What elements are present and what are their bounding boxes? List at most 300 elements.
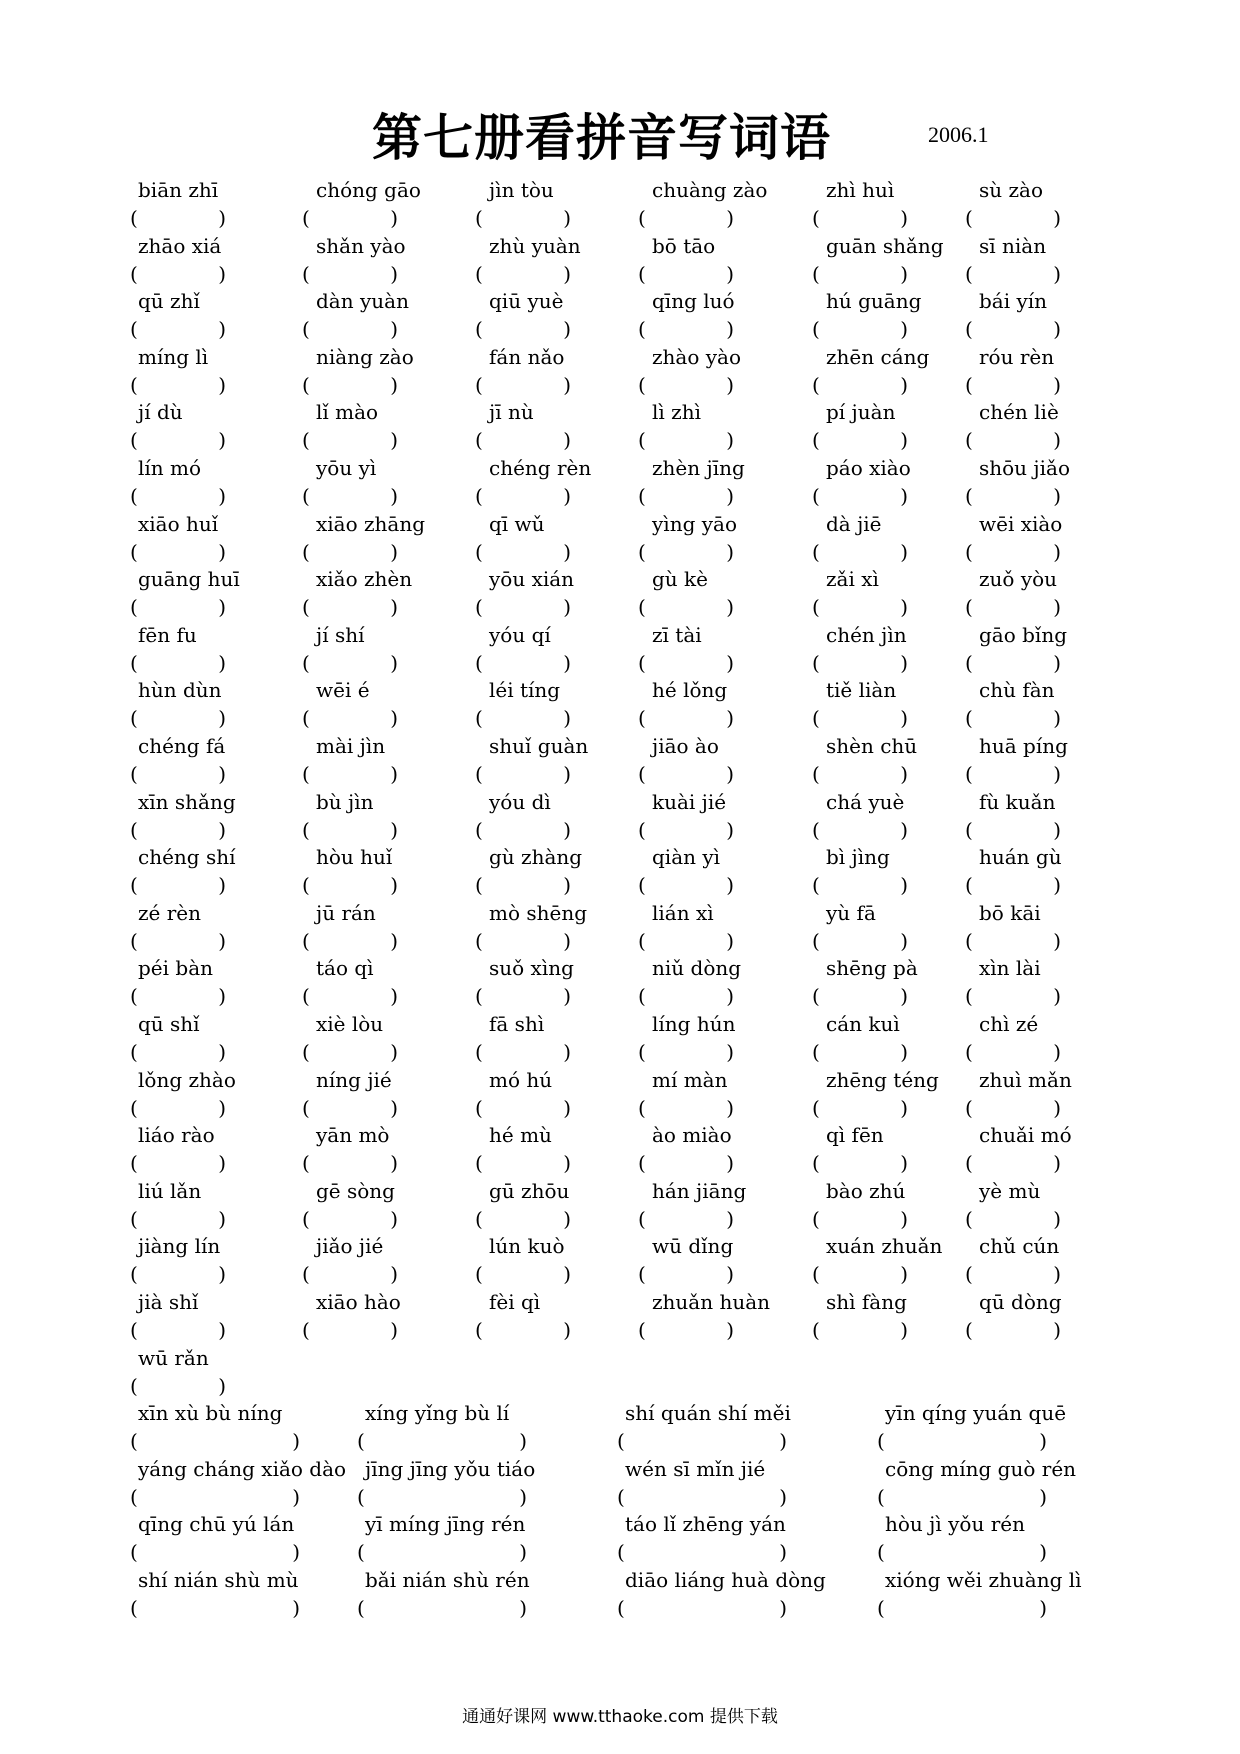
answer-blank[interactable] [475, 317, 571, 343]
answer-blank[interactable] [617, 1485, 787, 1511]
word-item [965, 234, 1061, 290]
answer-blank[interactable] [302, 595, 398, 621]
answer-blank[interactable] [877, 1429, 1047, 1455]
open-bracket: ( [302, 929, 310, 953]
pinyin-text: lì zhì [652, 400, 701, 424]
answer-blank[interactable] [965, 984, 1061, 1010]
answer-blank[interactable] [302, 984, 398, 1010]
open-bracket: ( [812, 262, 820, 286]
pinyin-text: guāng huī [138, 567, 240, 591]
close-bracket: ) [900, 1151, 908, 1175]
answer-blank[interactable] [130, 1374, 226, 1400]
answer-blank[interactable] [617, 1429, 787, 1455]
answer-blank[interactable] [638, 373, 734, 399]
answer-blank[interactable] [475, 1207, 571, 1233]
open-bracket: ( [812, 1096, 820, 1120]
answer-blank[interactable] [302, 873, 398, 899]
answer-blank[interactable] [812, 1318, 908, 1344]
answer-blank[interactable] [638, 929, 734, 955]
close-bracket: ) [218, 818, 226, 842]
pinyin-text: qū zhǐ [138, 289, 200, 313]
answer-blank[interactable] [638, 818, 734, 844]
answer-blank[interactable] [638, 873, 734, 899]
open-bracket: ( [475, 706, 483, 730]
pinyin-text: bǎi nián shù rén [365, 1568, 530, 1592]
open-bracket: ( [302, 762, 310, 786]
answer-blank[interactable] [130, 1207, 226, 1233]
word-item [965, 178, 1061, 234]
word-item [475, 678, 571, 734]
answer-blank[interactable] [965, 484, 1061, 510]
answer-blank[interactable] [812, 540, 908, 566]
pinyin-text: qū shǐ [138, 1012, 200, 1036]
answer-blank[interactable] [638, 540, 734, 566]
word-item [130, 678, 226, 734]
pinyin-text: lǐ mào [316, 400, 379, 424]
pinyin-text: jū rán [316, 901, 376, 925]
pinyin-text: shuǐ guàn [489, 734, 589, 758]
answer-blank[interactable] [475, 1318, 571, 1344]
pinyin-text: wū dǐng [652, 1234, 734, 1258]
answer-blank[interactable] [302, 1096, 398, 1122]
open-bracket: ( [475, 317, 483, 341]
answer-blank[interactable] [812, 484, 908, 510]
open-bracket: ( [812, 1151, 820, 1175]
answer-blank[interactable] [130, 206, 226, 232]
open-bracket: ( [812, 1040, 820, 1064]
pinyin-text: liú lǎn [138, 1179, 202, 1203]
word-item [475, 567, 575, 623]
pinyin-text: bō tāo [652, 234, 716, 258]
answer-blank[interactable] [638, 1262, 734, 1288]
word-item [302, 956, 398, 1012]
close-bracket: ) [218, 1040, 226, 1064]
word-item [130, 790, 236, 846]
word-item [638, 178, 768, 234]
pinyin-text: chuàng zào [652, 178, 768, 202]
answer-blank[interactable] [638, 1096, 734, 1122]
answer-blank[interactable] [812, 1096, 908, 1122]
answer-blank[interactable] [812, 317, 908, 343]
answer-blank[interactable] [130, 1262, 226, 1288]
answer-blank[interactable] [812, 1040, 908, 1066]
open-bracket: ( [130, 651, 138, 675]
close-bracket: ) [726, 818, 734, 842]
word-item [475, 623, 571, 679]
word-item [812, 845, 908, 901]
pinyin-text: zhào yào [652, 345, 742, 369]
open-bracket: ( [130, 1318, 138, 1342]
answer-blank[interactable] [130, 706, 226, 732]
answer-blank[interactable] [812, 373, 908, 399]
answer-blank[interactable] [965, 929, 1061, 955]
answer-blank[interactable] [130, 873, 226, 899]
pinyin-text: shēng pà [826, 956, 918, 980]
pinyin-text: xiāo hào [316, 1290, 401, 1314]
answer-blank[interactable] [638, 317, 734, 343]
answer-blank[interactable] [812, 1151, 908, 1177]
close-bracket: ) [1053, 929, 1061, 953]
answer-blank[interactable] [475, 818, 571, 844]
word-item [475, 1123, 571, 1179]
close-bracket: ) [563, 540, 571, 564]
answer-blank[interactable] [638, 484, 734, 510]
open-bracket: ( [475, 206, 483, 230]
word-item [130, 178, 226, 234]
pinyin-text: shì fàng [826, 1290, 907, 1314]
answer-blank[interactable] [475, 373, 571, 399]
answer-blank[interactable] [130, 317, 226, 343]
pinyin-text: yóu qí [489, 623, 551, 647]
answer-blank[interactable] [965, 1318, 1061, 1344]
answer-blank[interactable] [475, 984, 571, 1010]
answer-blank[interactable] [965, 762, 1061, 788]
word-item [130, 1512, 300, 1568]
answer-blank[interactable] [638, 651, 734, 677]
answer-blank[interactable] [812, 762, 908, 788]
answer-blank[interactable] [130, 762, 226, 788]
answer-blank[interactable] [130, 1596, 300, 1622]
pinyin-text: kuài jié [652, 790, 727, 814]
open-bracket: ( [475, 1207, 483, 1231]
pinyin-text: chén liè [979, 400, 1059, 424]
pinyin-text: qī wǔ [489, 512, 545, 536]
pinyin-text: hòu jì yǒu rén [885, 1512, 1025, 1536]
close-bracket: ) [218, 540, 226, 564]
close-bracket: ) [779, 1429, 787, 1453]
pinyin-text: jiàng lín [138, 1234, 221, 1258]
answer-blank[interactable] [812, 818, 908, 844]
answer-blank[interactable] [130, 595, 226, 621]
close-bracket: ) [563, 651, 571, 675]
word-item [475, 901, 588, 957]
answer-blank[interactable] [302, 428, 398, 454]
open-bracket: ( [357, 1485, 365, 1509]
close-bracket: ) [218, 873, 226, 897]
answer-blank[interactable] [812, 1207, 908, 1233]
close-bracket: ) [390, 1207, 398, 1231]
open-bracket: ( [302, 1318, 310, 1342]
answer-blank[interactable] [130, 484, 226, 510]
answer-blank[interactable] [130, 984, 226, 1010]
pinyin-text: mí màn [652, 1068, 728, 1092]
answer-blank[interactable] [475, 1151, 571, 1177]
open-bracket: ( [475, 484, 483, 508]
answer-blank[interactable] [877, 1540, 1047, 1566]
answer-blank[interactable] [475, 1262, 571, 1288]
word-item [638, 1068, 734, 1124]
open-bracket: ( [302, 1207, 310, 1231]
word-item [130, 1012, 226, 1068]
answer-blank[interactable] [965, 373, 1061, 399]
answer-blank[interactable] [475, 929, 571, 955]
pinyin-text: jiǎo jié [316, 1234, 384, 1258]
answer-blank[interactable] [965, 1207, 1061, 1233]
answer-blank[interactable] [965, 428, 1061, 454]
answer-blank[interactable] [475, 706, 571, 732]
answer-blank[interactable] [302, 1318, 398, 1344]
answer-blank[interactable] [638, 1207, 734, 1233]
close-bracket: ) [218, 317, 226, 341]
answer-blank[interactable] [965, 873, 1061, 899]
answer-blank[interactable] [965, 1040, 1061, 1066]
pinyin-text: róu rèn [979, 345, 1055, 369]
answer-blank[interactable] [130, 929, 226, 955]
answer-blank[interactable] [475, 540, 571, 566]
pinyin-text: jīng jīng yǒu tiáo [365, 1457, 536, 1481]
pinyin-text: xiāo huǐ [138, 512, 219, 536]
answer-blank[interactable] [965, 1151, 1061, 1177]
answer-blank[interactable] [965, 262, 1061, 288]
answer-blank[interactable] [475, 595, 571, 621]
word-item [638, 901, 734, 957]
answer-blank[interactable] [302, 651, 398, 677]
word-item [965, 512, 1061, 568]
close-bracket: ) [218, 1207, 226, 1231]
answer-blank[interactable] [812, 595, 908, 621]
answer-blank[interactable] [302, 1262, 398, 1288]
open-bracket: ( [130, 373, 138, 397]
pinyin-text: xióng wěi zhuàng lì [885, 1568, 1082, 1592]
answer-blank[interactable] [812, 929, 908, 955]
open-bracket: ( [475, 595, 483, 619]
open-bracket: ( [638, 1318, 646, 1342]
answer-blank[interactable] [617, 1596, 787, 1622]
pinyin-text: shōu jiǎo [979, 456, 1070, 480]
answer-blank[interactable] [302, 206, 398, 232]
pinyin-text: guān shǎng [826, 234, 944, 258]
answer-blank[interactable] [302, 762, 398, 788]
close-bracket: ) [292, 1429, 300, 1453]
answer-blank[interactable] [965, 206, 1061, 232]
answer-blank[interactable] [302, 1040, 398, 1066]
open-bracket: ( [130, 873, 138, 897]
answer-blank[interactable] [130, 262, 226, 288]
answer-blank[interactable] [302, 373, 398, 399]
pinyin-text: shèn chū [826, 734, 918, 758]
answer-blank[interactable] [302, 1207, 398, 1233]
answer-blank[interactable] [812, 1262, 908, 1288]
answer-blank[interactable] [302, 317, 398, 343]
answer-blank[interactable] [812, 651, 908, 677]
close-bracket: ) [900, 540, 908, 564]
answer-blank[interactable] [475, 873, 571, 899]
answer-blank[interactable] [812, 873, 908, 899]
close-bracket: ) [563, 873, 571, 897]
close-bracket: ) [1053, 206, 1061, 230]
close-bracket: ) [900, 1040, 908, 1064]
word-item [965, 1290, 1061, 1346]
answer-blank[interactable] [357, 1540, 527, 1566]
word-item [475, 956, 574, 1012]
word-item [475, 512, 571, 568]
answer-blank[interactable] [877, 1596, 1047, 1622]
answer-blank[interactable] [130, 428, 226, 454]
close-bracket: ) [1053, 1151, 1061, 1175]
answer-blank[interactable] [638, 1318, 734, 1344]
close-bracket: ) [900, 1318, 908, 1342]
open-bracket: ( [638, 1262, 646, 1286]
open-bracket: ( [475, 373, 483, 397]
pinyin-text: fēn fu [138, 623, 197, 647]
word-item [302, 234, 406, 290]
word-item [475, 1290, 571, 1346]
answer-blank[interactable] [302, 818, 398, 844]
open-bracket: ( [965, 595, 973, 619]
close-bracket: ) [519, 1540, 527, 1564]
word-item [130, 234, 226, 290]
answer-blank[interactable] [965, 1262, 1061, 1288]
word-item [812, 512, 908, 568]
word-item [638, 1234, 734, 1290]
answer-blank[interactable] [965, 818, 1061, 844]
answer-blank[interactable] [638, 262, 734, 288]
word-item [302, 400, 398, 456]
open-bracket: ( [877, 1596, 885, 1620]
word-item [965, 678, 1061, 734]
open-bracket: ( [302, 1262, 310, 1286]
answer-blank[interactable] [638, 428, 734, 454]
date-label: 2006.1 [928, 122, 989, 147]
open-bracket: ( [965, 1318, 973, 1342]
answer-blank[interactable] [302, 929, 398, 955]
close-bracket: ) [1053, 540, 1061, 564]
answer-blank[interactable] [302, 706, 398, 732]
answer-blank[interactable] [130, 1151, 226, 1177]
answer-blank[interactable] [130, 651, 226, 677]
pinyin-text: xiǎo zhèn [316, 567, 413, 591]
open-bracket: ( [302, 984, 310, 1008]
answer-blank[interactable] [130, 1096, 226, 1122]
pinyin-text: shí nián shù mù [138, 1568, 299, 1592]
answer-blank[interactable] [638, 595, 734, 621]
open-bracket: ( [475, 762, 483, 786]
pinyin-text: xíng yǐng bù lí [365, 1401, 510, 1425]
answer-blank[interactable] [965, 595, 1061, 621]
close-bracket: ) [726, 1262, 734, 1286]
open-bracket: ( [302, 484, 310, 508]
answer-blank[interactable] [475, 262, 571, 288]
answer-blank[interactable] [812, 262, 908, 288]
word-item [812, 1290, 908, 1346]
answer-blank[interactable] [638, 1151, 734, 1177]
answer-blank[interactable] [130, 1485, 300, 1511]
answer-blank[interactable] [475, 484, 571, 510]
answer-blank[interactable] [812, 206, 908, 232]
pinyin-text: fèi qì [489, 1290, 541, 1314]
answer-blank[interactable] [357, 1429, 527, 1455]
answer-blank[interactable] [812, 984, 908, 1010]
answer-blank[interactable] [617, 1540, 787, 1566]
open-bracket: ( [130, 484, 138, 508]
pinyin-text: zé rèn [138, 901, 202, 925]
answer-blank[interactable] [638, 206, 734, 232]
answer-blank[interactable] [302, 1151, 398, 1177]
answer-blank[interactable] [302, 262, 398, 288]
word-item [357, 1457, 536, 1513]
answer-blank[interactable] [130, 1040, 226, 1066]
pinyin-text: mó hú [489, 1068, 553, 1092]
close-bracket: ) [519, 1485, 527, 1509]
answer-blank[interactable] [357, 1485, 527, 1511]
word-item [475, 234, 581, 290]
answer-blank[interactable] [965, 317, 1061, 343]
pinyin-text: zhù yuàn [489, 234, 581, 258]
answer-blank[interactable] [965, 706, 1061, 732]
open-bracket: ( [638, 1207, 646, 1231]
word-item [877, 1568, 1082, 1624]
pinyin-text: líng hún [652, 1012, 736, 1036]
close-bracket: ) [1053, 1040, 1061, 1064]
open-bracket: ( [617, 1540, 625, 1564]
open-bracket: ( [812, 484, 820, 508]
close-bracket: ) [563, 1207, 571, 1231]
open-bracket: ( [475, 428, 483, 452]
open-bracket: ( [475, 540, 483, 564]
open-bracket: ( [302, 206, 310, 230]
answer-blank[interactable] [130, 1318, 226, 1344]
answer-blank[interactable] [475, 428, 571, 454]
answer-blank[interactable] [812, 428, 908, 454]
pinyin-text: gāo bǐng [979, 623, 1068, 647]
pinyin-text: gù kè [652, 567, 708, 591]
open-bracket: ( [130, 762, 138, 786]
answer-blank[interactable] [302, 540, 398, 566]
word-item [302, 678, 398, 734]
answer-blank[interactable] [475, 762, 571, 788]
answer-blank[interactable] [130, 1540, 300, 1566]
pinyin-text: xīn xù bù níng [138, 1401, 283, 1425]
pinyin-text: shǎn yào [316, 234, 406, 258]
close-bracket: ) [563, 484, 571, 508]
open-bracket: ( [302, 1151, 310, 1175]
answer-blank[interactable] [877, 1485, 1047, 1511]
word-item [302, 845, 398, 901]
answer-blank[interactable] [638, 984, 734, 1010]
answer-blank[interactable] [638, 762, 734, 788]
close-bracket: ) [900, 484, 908, 508]
close-bracket: ) [390, 317, 398, 341]
answer-blank[interactable] [130, 1429, 300, 1455]
pinyin-text: yóu dì [489, 790, 551, 814]
close-bracket: ) [390, 595, 398, 619]
word-item [302, 456, 398, 512]
answer-blank[interactable] [475, 1040, 571, 1066]
open-bracket: ( [812, 984, 820, 1008]
close-bracket: ) [900, 262, 908, 286]
answer-blank[interactable] [475, 1096, 571, 1122]
word-item [475, 1179, 571, 1235]
close-bracket: ) [1053, 1262, 1061, 1286]
answer-blank[interactable] [475, 651, 571, 677]
answer-blank[interactable] [638, 706, 734, 732]
pinyin-text: mài jìn [316, 734, 386, 758]
pinyin-text: níng jié [316, 1068, 392, 1092]
answer-blank[interactable] [130, 818, 226, 844]
answer-blank[interactable] [302, 484, 398, 510]
answer-blank[interactable] [965, 1096, 1061, 1122]
answer-blank[interactable] [475, 206, 571, 232]
answer-blank[interactable] [130, 373, 226, 399]
answer-blank[interactable] [357, 1596, 527, 1622]
close-bracket: ) [519, 1596, 527, 1620]
word-item [638, 234, 734, 290]
answer-blank[interactable] [965, 651, 1061, 677]
answer-blank[interactable] [812, 706, 908, 732]
answer-blank[interactable] [130, 540, 226, 566]
answer-blank[interactable] [965, 540, 1061, 566]
answer-blank[interactable] [638, 1040, 734, 1066]
